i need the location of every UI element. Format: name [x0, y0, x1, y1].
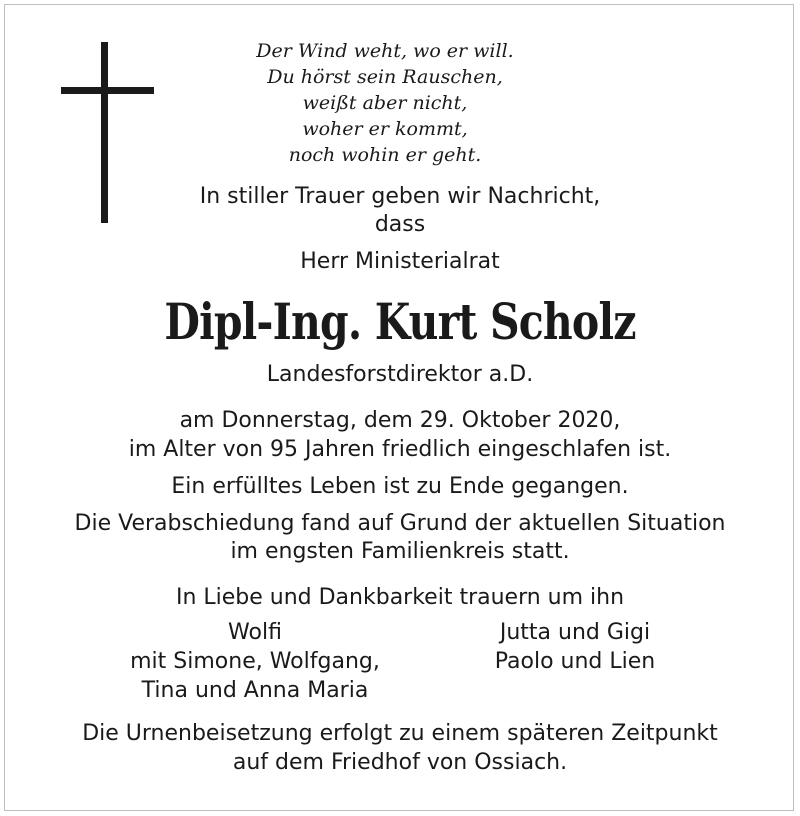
death-notice-line-2: im Alter von 95 Jahren friedlich eingeschlafen ist.: [128, 437, 672, 462]
life-statement: Ein erfülltes Leben ist zu Ende gegangen.: [171, 474, 629, 499]
mourner-line: Paolo und Lien: [494, 649, 656, 674]
mourner-line: Jutta und Gigi: [499, 620, 651, 645]
deceased-title: Landesforstdirektor a.D.: [266, 362, 534, 387]
mourners-intro: In Liebe und Dankbarkeit trauern um ihn: [175, 585, 625, 610]
deceased-name: Dipl-Ing. Kurt Scholz: [164, 292, 636, 351]
mourner-line: mit Simone, Wolfgang,: [130, 649, 380, 674]
death-notice-line-1: am Donnerstag, dem 29. Oktober 2020,: [179, 408, 621, 433]
verse-line-1: Der Wind weht, wo er will.: [256, 40, 514, 62]
verse-line-5: noch wohin er geht.: [288, 144, 482, 166]
mourner-line: Tina und Anna Maria: [141, 678, 369, 703]
intro-line-2: dass: [374, 212, 426, 237]
mourner-line: Wolfi: [228, 620, 282, 645]
verse-line-3: weißt aber nicht,: [302, 92, 468, 114]
burial-line-2: auf dem Friedhof von Ossiach.: [232, 750, 568, 775]
farewell-line-1: Die Verabschiedung fand auf Grund der aktuellen Situation: [74, 511, 726, 536]
mourners-left-column: [100, 618, 410, 705]
mourners-right-column: [440, 618, 710, 676]
honorific: Herr Ministerialrat: [300, 249, 500, 274]
verse-line-2: Du hörst sein Rauschen,: [267, 66, 503, 88]
intro-line-1: In stiller Trauer geben wir Nachricht,: [199, 184, 601, 209]
farewell-line-2: im engsten Familienkreis statt.: [230, 539, 570, 564]
burial-line-1: Die Urnenbeisetzung erfolgt zu einem späteren Zeitpunkt: [82, 721, 718, 746]
verse-line-4: woher er kommt,: [302, 118, 468, 140]
